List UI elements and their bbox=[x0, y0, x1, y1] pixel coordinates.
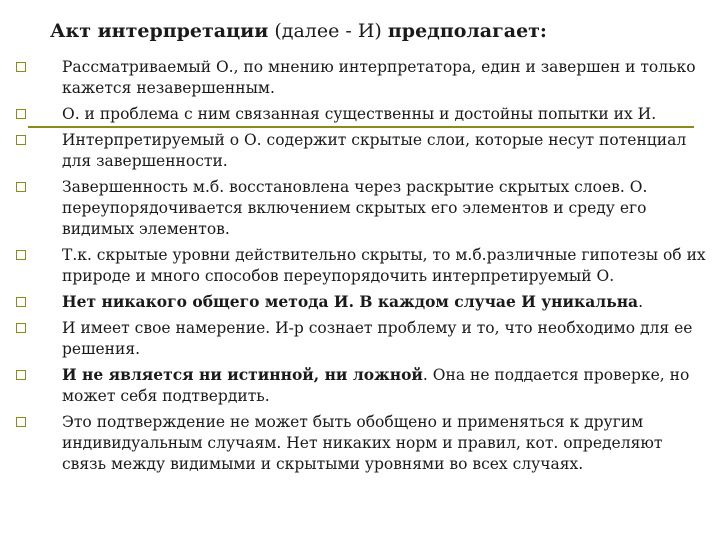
title-bold-end: предполагает: bbox=[387, 20, 547, 42]
square-bullet-icon bbox=[16, 182, 26, 192]
title-bold-start: Акт интерпретации bbox=[50, 20, 269, 42]
list-item bbox=[16, 244, 706, 287]
square-bullet-icon bbox=[16, 135, 26, 145]
item-text: Рассматриваемый О., по мнению интерпретатора, един и завершен и только кажется незавершенным. bbox=[62, 58, 696, 97]
item-text: Интерпретируемый о О. содержит скрытые слои, которые несут потенциал для завершенности. bbox=[62, 131, 687, 170]
item-text: . Она не поддается проверке, но может себя подтвердить. bbox=[62, 366, 690, 405]
item-text: Завершенность м.б. восстановлена через раскрытие скрытых слоев. О. переупорядочивается включением скрытых его элементов и среду его видимых элементов. bbox=[62, 178, 648, 238]
list-item bbox=[16, 129, 706, 172]
item-text: О. и проблема с ним связанная существенны и достойны попытки их И. bbox=[62, 105, 657, 123]
square-bullet-icon bbox=[16, 370, 26, 380]
list-item bbox=[16, 176, 706, 240]
square-bullet-icon bbox=[16, 62, 26, 72]
list-item bbox=[16, 103, 706, 125]
bullet-list bbox=[16, 56, 706, 479]
item-text: Это подтверждение не может быть обобщено и применяться к другим индивидуальным случаям. Нет никаких норм и правил, кот. определяют связь между видимыми и скрытыми уровнями во всех случаях. bbox=[62, 413, 663, 473]
item-text: И имеет свое намерение. И-р сознает проблему и то, что необходимо для ее решения. bbox=[62, 319, 693, 358]
item-text: . bbox=[638, 293, 644, 311]
square-bullet-icon bbox=[16, 417, 26, 427]
square-bullet-icon bbox=[16, 109, 26, 119]
list-item bbox=[16, 317, 706, 360]
slide-title bbox=[50, 20, 547, 42]
item-text: Т.к. скрытые уровни действительно скрыты, то м.б.различные гипотезы об их природе и много способов переупорядочить интерпретируемый О. bbox=[62, 246, 706, 285]
square-bullet-icon bbox=[16, 250, 26, 260]
list-item bbox=[16, 364, 706, 407]
item-bold: Нет никакого общего метода И. В каждом случае И уникальна bbox=[62, 292, 639, 311]
list-item bbox=[16, 56, 706, 99]
list-item bbox=[16, 411, 706, 475]
list-item bbox=[16, 291, 706, 313]
square-bullet-icon bbox=[16, 297, 26, 307]
item-bold: И не является ни истинной, ни ложной bbox=[62, 365, 423, 384]
square-bullet-icon bbox=[16, 323, 26, 333]
title-normal-mid: (далее - И) bbox=[268, 20, 388, 42]
